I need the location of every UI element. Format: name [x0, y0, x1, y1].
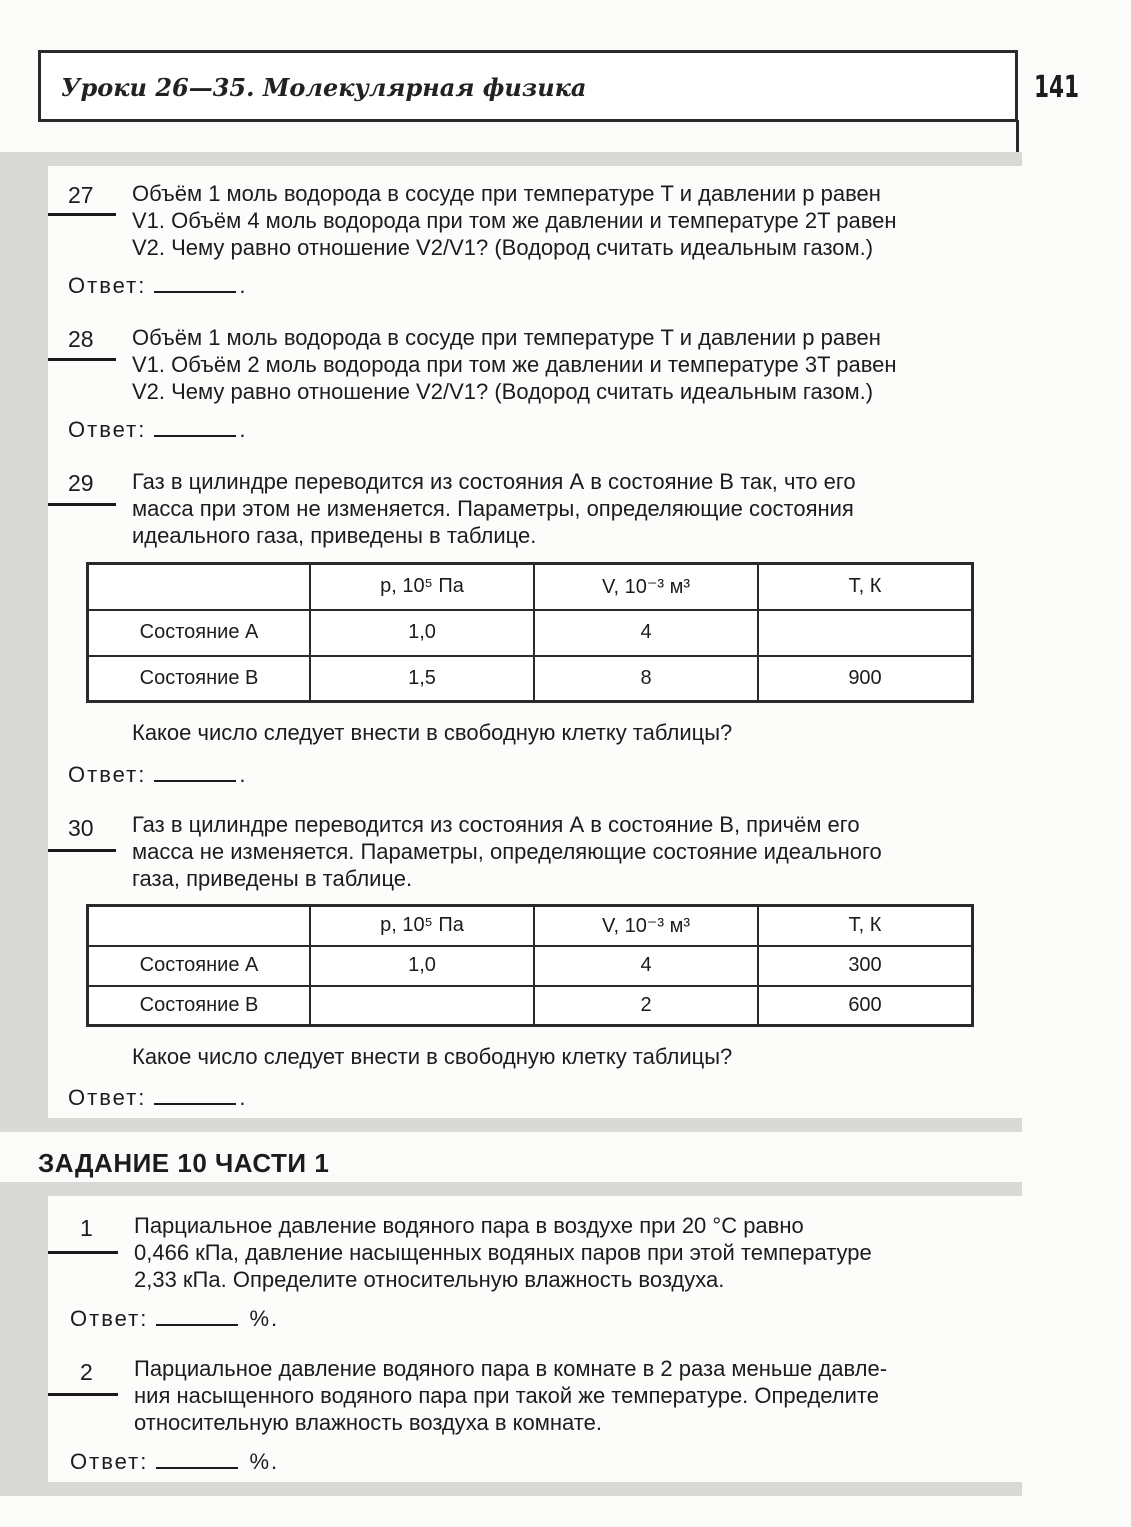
table-empty-cell [310, 986, 534, 1026]
answer-label: Ответ: [68, 762, 147, 787]
answer-label: Ответ: [70, 1449, 149, 1474]
table-row [88, 610, 973, 656]
problem-line: масса при этом не изменяется. Параметры, определяющие состояния [132, 496, 854, 521]
table-cell: Состояние В [88, 986, 311, 1026]
table-cell: 1,0 [310, 610, 534, 656]
problem-marker-line [48, 1393, 118, 1396]
problem-line: V1. Объём 4 моль водорода при том же давлении и температуре 2T равен [132, 208, 897, 233]
problem-text [132, 324, 998, 405]
problem-line: масса не изменяется. Параметры, определяющие состояние идеального [132, 839, 882, 864]
table-cell: Состояние А [88, 946, 311, 986]
problem-question: Какое число следует внести в свободную клетку таблицы? [132, 1044, 733, 1069]
problem-line: ния насыщенного водяного пара при такой же температуре. Определите [134, 1383, 879, 1408]
problem-line: V1. Объём 2 моль водорода при том же давлении и температуре 3T равен [132, 352, 897, 377]
table-row [88, 986, 973, 1026]
problem-text [132, 468, 998, 549]
problem-line: Газ в цилиндре переводится из состояния А в состояние В так, что его [132, 469, 856, 494]
problem-line: относительную влажность воздуха в комнате. [134, 1410, 602, 1435]
answer-line: Ответ: . [68, 1085, 248, 1110]
state-table [86, 904, 974, 1027]
answer-line: Ответ: . [68, 762, 248, 787]
table-header-cell: T, К [758, 906, 973, 946]
problem-number: 29 [68, 470, 94, 496]
answer-blank[interactable] [154, 762, 236, 782]
problem-number: 30 [68, 815, 94, 841]
table-header-cell [88, 564, 311, 610]
table-cell: 300 [758, 946, 973, 986]
answer-blank[interactable] [156, 1449, 238, 1469]
answer-line: Ответ: . [68, 273, 248, 298]
problem-line: 0,466 кПа, давление насыщенных водяных паров при этой температуре [134, 1240, 872, 1265]
problem-question: Какое число следует внести в свободную клетку таблицы? [132, 720, 733, 745]
table-header-cell [88, 906, 311, 946]
problem-line: идеального газа, приведены в таблице. [132, 523, 537, 548]
problem-number: 27 [68, 182, 94, 208]
chapter-title: Уроки 26—35. Молекулярная физика [61, 73, 587, 102]
problem-line: газа, приведены в таблице. [132, 866, 413, 891]
table-cell: 4 [534, 946, 758, 986]
table-empty-cell [758, 610, 973, 656]
answer-label: Ответ: [68, 417, 147, 442]
chapter-header [38, 50, 1018, 122]
answer-blank[interactable] [154, 273, 236, 293]
answer-label: Ответ: [68, 273, 147, 298]
problem-line: Объём 1 моль водорода в сосуде при температуре T и давлении p равен [132, 181, 881, 206]
page-number: 141 [1034, 70, 1080, 105]
problem-line: Парциальное давление водяного пара в комнате в 2 раза меньше давле- [134, 1356, 888, 1381]
table-cell: 600 [758, 986, 973, 1026]
answer-blank[interactable] [156, 1306, 238, 1326]
state-table [86, 562, 974, 703]
problem-line: V2. Чему равно отношение V2/V1? (Водород считать идеальным газом.) [132, 379, 874, 404]
table-header-cell: T, К [758, 564, 973, 610]
table-row [88, 656, 973, 702]
problem-line: Газ в цилиндре переводится из состояния А в состояние В, причём его [132, 812, 860, 837]
problem-number: 2 [80, 1359, 93, 1385]
table-cell: Состояние В [88, 656, 311, 702]
table-header-cell: V, 10⁻³ м³ [534, 906, 758, 946]
table-cell: 8 [534, 656, 758, 702]
problem-marker-line [48, 849, 116, 852]
answer-blank[interactable] [154, 417, 236, 437]
answer-line [70, 1449, 279, 1475]
answer-unit: %. [249, 1449, 280, 1474]
problem-text [134, 1212, 998, 1293]
problem-marker-line [48, 503, 116, 506]
problem-text [134, 1355, 998, 1436]
answer-label: Ответ: [68, 1085, 147, 1110]
table-cell: 2 [534, 986, 758, 1026]
answer-line [70, 1306, 279, 1332]
problem-marker-line [48, 358, 116, 361]
answer-label: Ответ: [70, 1306, 149, 1331]
problem-line: Парциальное давление водяного пара в воздухе при 20 °С равно [134, 1213, 804, 1238]
table-header-cell: V, 10⁻³ м³ [534, 564, 758, 610]
table-cell: 1,5 [310, 656, 534, 702]
problem-line: 2,33 кПа. Определите относительную влажность воздуха. [134, 1267, 725, 1292]
answer-line: Ответ: . [68, 417, 248, 442]
section-title: ЗАДАНИЕ 10 ЧАСТИ 1 [38, 1148, 330, 1178]
problem-marker-line [48, 213, 116, 216]
problem-number: 28 [68, 326, 94, 352]
problem-number: 1 [80, 1215, 93, 1241]
problem-line: V2. Чему равно отношение V2/V1? (Водород считать идеальным газом.) [132, 235, 874, 260]
problem-text [132, 811, 998, 892]
problem-line: Объём 1 моль водорода в сосуде при температуре T и давлении p равен [132, 325, 881, 350]
table-cell: 4 [534, 610, 758, 656]
table-header-cell: p, 10⁵ Па [310, 564, 534, 610]
problem-text [132, 180, 998, 261]
table-cell: 900 [758, 656, 973, 702]
table-row [88, 946, 973, 986]
table-header-cell: p, 10⁵ Па [310, 906, 534, 946]
answer-blank[interactable] [154, 1085, 236, 1105]
problem-marker-line [48, 1251, 118, 1254]
table-cell: 1,0 [310, 946, 534, 986]
answer-unit: %. [249, 1306, 280, 1331]
table-cell: Состояние А [88, 610, 311, 656]
